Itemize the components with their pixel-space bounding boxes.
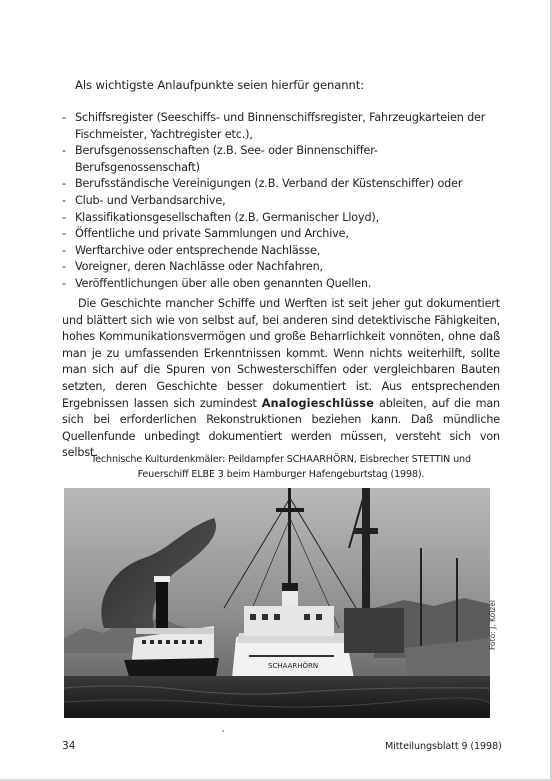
list-item: - Berufsständische Vereinigungen (z.B. Verband der Küstenschiffer) oder (62, 176, 502, 193)
paragraph-text-end: ableiten, auf die man sich bei erforderlichen Rekonstruktionen beziehen kann. Daß mündliche Quellenfunde unbedingt dokumentiert werden müssen, versteht sich von selbst. (62, 396, 500, 460)
photo-credit: Foto: J. Kölzel (488, 600, 497, 650)
body-paragraph (62, 296, 500, 462)
list-item: - Schiffsregister (Seeschiffs- und Binnenschiffsregister, Fahrzeugkarteien der Fischmeister, Yachtregister etc.), (62, 110, 502, 143)
paragraph-text-start: Die Geschichte mancher Schiffe und Werften ist seit jeher gut dokumentiert und blättert sich wie von selbst auf, bei anderen sind detektivische Fähigkeiten, hohes Kommunikationsvermögen und große Beharrlichkeit vonnöten, ohne daß man je zu umfassenden Erkenntnissen kommt. Wenn nichts weiterhilft, sollte man sich auf die Spuren von Schwesterschiffen oder vergleichbaren Bauten setzten, deren Geschichte besser dokumentiert ist. Aus entsprechenden Ergebnissen lassen sich zumindest (62, 297, 500, 410)
emphasis-analogieschluesse: Analogieschlüsse (261, 396, 375, 410)
list-item: - Club- und Verbandsarchive, (62, 193, 502, 210)
list-item: - Voreigner, deren Nachlässe oder Nachfahren, (62, 259, 502, 276)
list-item: - Veröffentlichungen über alle oben genannten Quellen. (62, 276, 502, 293)
list-item: - Werftarchive oder entsprechende Nachlässe, (62, 243, 502, 260)
list-item: - Berufsgenossenschaften (z.B. See- oder Binnenschiffer-Berufsgenossenschaft) (62, 143, 502, 176)
photo-caption: Technische Kulturdenkmäler: Peildampfer SCHAARHÖRN, Eisbrecher STETTIN und Feuerschiff ELBE 3 beim Hamburger Hafengeburtstag (1998). (91, 454, 471, 480)
list-item: - Öffentliche und private Sammlungen und Archive, (62, 226, 502, 243)
list-item: - Klassifikationsgesellschaften (z.B. Germanischer Lloyd), (62, 210, 502, 227)
page-number: 34 (62, 740, 76, 752)
source-list (62, 110, 502, 293)
lead-sentence: Als wichtigste Anlaufpunkte seien hierfür genannt: (75, 78, 365, 92)
publication-footer: Mitteilungsblatt 9 (1998) (385, 741, 502, 752)
scan-speck (222, 730, 224, 732)
svg-text:SCHAARHÖRN: SCHAARHÖRN (268, 662, 319, 670)
ship-photo (64, 488, 490, 718)
